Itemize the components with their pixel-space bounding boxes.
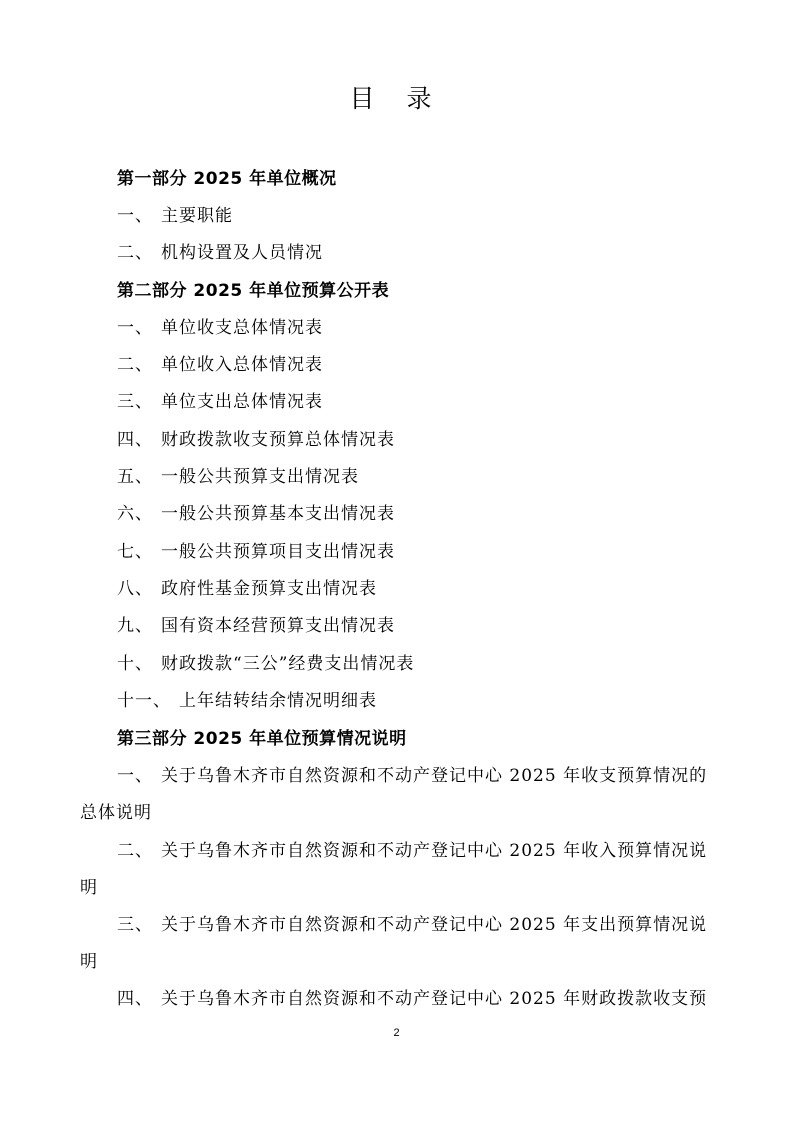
toc-item-text: 一般公共预算项目支出情况表 [161,542,395,562]
toc-item-number: 四、 [117,430,153,450]
section-heading-part-1: 第一部分 2025 年单位概况 [117,169,337,189]
toc-item-text: 单位收支总体情况表 [161,318,323,338]
page-title: 目 录 [349,84,444,113]
toc-item-number: 三、 [117,392,153,412]
toc-item-number: 二、 [117,355,153,375]
toc-item [117,541,717,563]
toc-item [117,914,717,936]
toc-item [117,391,717,413]
toc-item-number: 三、 [117,915,153,935]
toc-item-number: 九、 [117,616,153,636]
section-heading-part-2: 第二部分 2025 年单位预算公开表 [117,281,390,301]
toc-item-number: 五、 [117,467,153,487]
toc-item-number: 八、 [117,579,153,599]
toc-item-number: 四、 [117,989,153,1009]
toc-item-number: 二、 [117,243,153,263]
toc-item [117,503,717,525]
page-number: 2 [393,1027,400,1039]
toc-item [117,690,717,712]
toc-item-number: 十一、 [117,691,171,711]
toc-item-text: 关于乌鲁木齐市自然资源和不动产登记中心 2025 年支出预算情况说 [161,915,708,935]
toc-item [117,242,717,264]
toc-item [117,615,717,637]
toc-item [117,840,717,862]
toc-item-text: 一般公共预算基本支出情况表 [161,504,395,524]
toc-item-text: 上年结转结余情况明细表 [179,691,377,711]
toc-item-text: 财政拨款收支预算总体情况表 [161,430,395,450]
toc-item-number: 七、 [117,542,153,562]
toc-item [117,429,717,451]
toc-item [117,205,717,227]
toc-item [117,653,717,675]
toc-item-text: 机构设置及人员情况 [161,243,323,263]
toc-item-text: 单位收入总体情况表 [161,355,323,375]
toc-item-number: 十、 [117,654,153,674]
toc-item-text: 主要职能 [161,206,233,226]
toc-item-number: 一、 [117,318,153,338]
toc-item [117,466,717,488]
toc-item-number: 二、 [117,841,153,861]
toc-item-text: 关于乌鲁木齐市自然资源和不动产登记中心 2025 年收支预算情况的 [161,766,708,786]
toc-item [117,988,717,1010]
toc-item [117,765,717,787]
toc-item-text: 关于乌鲁木齐市自然资源和不动产登记中心 2025 年收入预算情况说 [161,841,708,861]
toc-item-text: 关于乌鲁木齐市自然资源和不动产登记中心 2025 年财政拨款收支预 [161,989,708,1009]
toc-item-text: 财政拨款“三公”经费支出情况表 [161,654,415,674]
toc-item-continuation: 明 [80,952,98,972]
toc-item [117,578,717,600]
section-heading-part-3: 第三部分 2025 年单位预算情况说明 [117,729,407,749]
toc-item-number: 一、 [117,766,153,786]
toc-item [117,317,717,339]
toc-item-text: 单位支出总体情况表 [161,392,323,412]
toc-item-continuation: 总体说明 [80,803,152,823]
toc-item-text: 政府性基金预算支出情况表 [161,579,377,599]
toc-item [117,354,717,376]
toc-item-text: 一般公共预算支出情况表 [161,467,359,487]
toc-item-number: 一、 [117,206,153,226]
toc-item-number: 六、 [117,504,153,524]
toc-item-text: 国有资本经营预算支出情况表 [161,616,395,636]
toc-item-continuation: 明 [80,878,98,898]
